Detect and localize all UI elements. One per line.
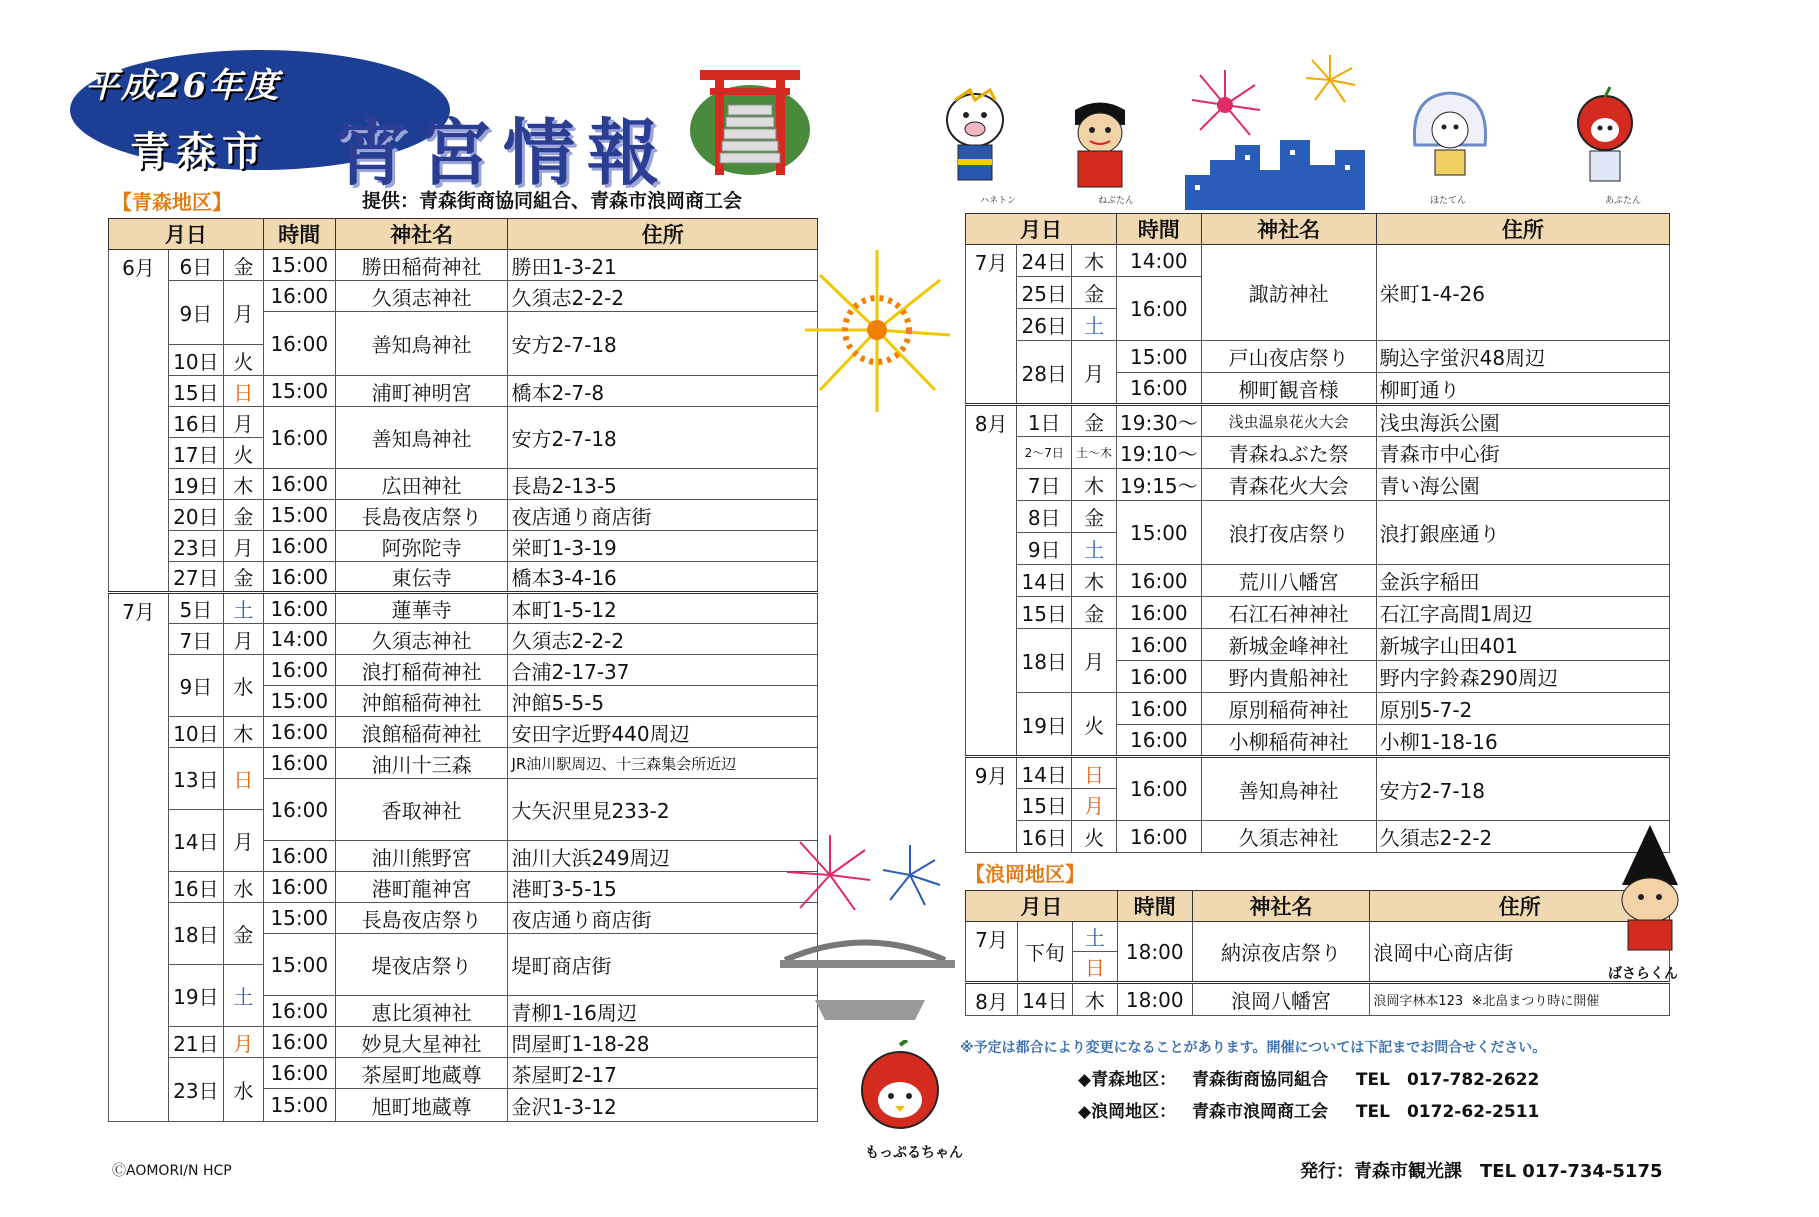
city-label: 青森市	[130, 128, 268, 175]
shrine: 浪打夜店祭り	[1201, 501, 1376, 565]
address: 石江字高間1周辺	[1376, 597, 1669, 629]
weekday: 木	[223, 469, 263, 500]
contact-aomori	[1078, 1065, 1539, 1090]
address: 久須志2-2-2	[508, 281, 818, 312]
weekday: 金	[1072, 277, 1117, 309]
table-row	[109, 748, 818, 779]
shrine: 久須志神社	[335, 624, 508, 655]
shrine: 浦町神明宮	[335, 376, 508, 407]
day: 19日	[168, 965, 223, 1027]
col-time: 時間	[263, 219, 335, 250]
time: 16:00	[263, 841, 335, 872]
weekday: 土～木	[1072, 437, 1117, 469]
col-shrine: 神社名	[335, 219, 508, 250]
aomori-table-left	[108, 218, 818, 1122]
day: 9日	[168, 281, 223, 345]
address: 栄町1-4-26	[1376, 245, 1669, 341]
shrine: 港町龍神宮	[335, 872, 508, 903]
table-row	[109, 376, 818, 407]
col-time: 時間	[1117, 891, 1192, 922]
shrine: 善知鳥神社	[335, 407, 508, 469]
shrine: 浪岡八幡宮	[1192, 983, 1370, 1016]
table-row	[109, 250, 818, 281]
shrine: 浅虫温泉花火大会	[1201, 405, 1376, 437]
address: 夜店通り商店街	[508, 903, 818, 934]
weekday: 木	[1072, 245, 1117, 277]
day: 9日	[1017, 533, 1072, 565]
time: 15:00	[263, 903, 335, 934]
shrine: 善知鳥神社	[1201, 757, 1376, 821]
time: 15:00	[263, 1089, 335, 1122]
time: 15:00	[263, 376, 335, 407]
contact-tel: TEL 017-782-2622	[1355, 1070, 1540, 1090]
address: 浪岡中心商店街	[1370, 922, 1670, 983]
time: 19:30～	[1117, 405, 1202, 437]
day: 8日	[1017, 501, 1072, 533]
time: 16:00	[1117, 757, 1202, 821]
day: 19日	[168, 469, 223, 500]
shrine: 久須志神社	[335, 281, 508, 312]
mofurucchan-mascot-icon	[855, 1040, 945, 1140]
weekday: 金	[1072, 501, 1117, 533]
table-row	[109, 281, 818, 312]
apputan-mascot-icon	[1560, 85, 1650, 195]
shrine: 香取神社	[335, 779, 508, 841]
shrine: 恵比須神社	[335, 996, 508, 1027]
table-row	[109, 469, 818, 500]
weekday: 月	[223, 1027, 263, 1058]
table-row	[966, 501, 1670, 533]
mofurucchan-label: もっぷるちゃん	[865, 1145, 963, 1161]
time: 16:00	[1117, 693, 1202, 725]
time: 16:00	[263, 717, 335, 748]
shrine: 茶屋町地蔵尊	[335, 1058, 508, 1089]
table-row	[966, 597, 1670, 629]
shrine: 沖館稲荷神社	[335, 686, 508, 717]
namioka-table	[965, 890, 1670, 1016]
weekday: 木	[1072, 983, 1117, 1016]
contact-org: 青森街商協同組合	[1192, 1070, 1328, 1090]
shrine: 青森ねぶた祭	[1201, 437, 1376, 469]
shrine: 堤夜店祭り	[335, 934, 508, 996]
address: 安方2-7-18	[508, 312, 818, 376]
day: 14日	[1017, 757, 1072, 789]
shrine: 荒川八幡宮	[1201, 565, 1376, 597]
day: 10日	[168, 717, 223, 748]
address: 堤町商店街	[508, 934, 818, 996]
city-fireworks-icon	[1180, 50, 1370, 210]
hanetomon-label: ハネトン	[980, 196, 1017, 206]
shrine: 原別稲荷神社	[1201, 693, 1376, 725]
time: 16:00	[263, 281, 335, 312]
address: 本町1-5-12	[508, 593, 818, 624]
time: 16:00	[263, 407, 335, 469]
address: 問屋町1-18-28	[508, 1027, 818, 1058]
address: 青い海公園	[1376, 469, 1669, 501]
weekday: 木	[1072, 469, 1117, 501]
address: 大矢沢里見233-2	[508, 779, 818, 841]
day: 15日	[1017, 597, 1072, 629]
apputan-label: あぷたん	[1605, 196, 1642, 206]
shrine: 浪館稲荷神社	[335, 717, 508, 748]
day: 15日	[168, 376, 223, 407]
address-note: ※北畠まつり時に開催	[1471, 994, 1600, 1009]
weekday: 水	[223, 872, 263, 903]
table-row	[109, 1058, 818, 1089]
table-row	[966, 437, 1670, 469]
address: 栄町1-3-19	[508, 531, 818, 562]
shrine: 蓮華寺	[335, 593, 508, 624]
month-label: 7月	[966, 922, 1018, 983]
address: 小柳1-18-16	[1376, 725, 1669, 757]
table-row	[966, 821, 1670, 853]
weekday: 火	[223, 438, 263, 469]
time: 15:00	[1117, 341, 1202, 373]
day: 1日	[1017, 405, 1072, 437]
year-label: 平成26年度	[85, 66, 281, 106]
basarakun-mascot-icon	[1610, 825, 1690, 965]
table-row	[109, 531, 818, 562]
table-row	[966, 629, 1670, 661]
address: 新城字山田401	[1376, 629, 1669, 661]
day: 15日	[1017, 789, 1072, 821]
address: 港町3-5-15	[508, 872, 818, 903]
shrine: 戸山夜店祭り	[1201, 341, 1376, 373]
day: 18日	[1017, 629, 1072, 693]
time: 16:00	[1117, 661, 1202, 693]
shrine: 小柳稲荷神社	[1201, 725, 1376, 757]
day: 下旬	[1017, 922, 1072, 983]
address: 青柳1-16周辺	[508, 996, 818, 1027]
address: 安方2-7-18	[1376, 757, 1669, 821]
time: 16:00	[263, 1058, 335, 1089]
weekday: 金	[1072, 597, 1117, 629]
shrine: 柳町観音様	[1201, 373, 1376, 405]
time: 16:00	[263, 779, 335, 841]
address: 浅虫海浜公園	[1376, 405, 1669, 437]
weekday: 月	[1072, 629, 1117, 693]
weekday: 月	[223, 407, 263, 438]
weekday: 金	[223, 500, 263, 531]
day: 6日	[168, 250, 223, 281]
nebutan-label: ねぶたん	[1098, 196, 1135, 206]
table-row	[109, 872, 818, 903]
table-row	[109, 500, 818, 531]
col-shrine: 神社名	[1192, 891, 1370, 922]
bridge-fireworks-icon	[775, 830, 960, 1030]
table-row	[966, 693, 1670, 725]
shrine: 石江石神神社	[1201, 597, 1376, 629]
copyright-text: ⒸAOMORI/N HCP	[112, 1163, 232, 1179]
section-label-namioka: 【浪岡地区】	[965, 862, 1085, 886]
day: 14日	[1017, 983, 1072, 1016]
col-address: 住所	[1370, 891, 1670, 922]
table-row	[966, 983, 1670, 1016]
time: 15:00	[263, 934, 335, 996]
weekday: 月	[223, 624, 263, 655]
table-row	[966, 469, 1670, 501]
weekday: 月	[223, 531, 263, 562]
day: 5日	[168, 593, 223, 624]
address: 野内字鈴森290周辺	[1376, 661, 1669, 693]
shrine: 東伝寺	[335, 562, 508, 593]
address: 合浦2-17-37	[508, 655, 818, 686]
shrine: 油川熊野宮	[335, 841, 508, 872]
day: 14日	[1017, 565, 1072, 597]
table-row	[109, 717, 818, 748]
shrine: 諏訪神社	[1201, 245, 1376, 341]
table-row	[109, 562, 818, 593]
weekday: 日	[1072, 952, 1117, 983]
shrine: 浪打稲荷神社	[335, 655, 508, 686]
time: 16:00	[263, 655, 335, 686]
weekday: 土	[223, 593, 263, 624]
address: 金沢1-3-12	[508, 1089, 818, 1122]
publisher-text: 発行：青森市観光課 TEL 017-734-5175	[1300, 1161, 1663, 1182]
address: 茶屋町2-17	[508, 1058, 818, 1089]
weekday: 金	[223, 903, 263, 965]
day: 16日	[168, 407, 223, 438]
hotetan-mascot-icon	[1405, 85, 1495, 195]
day: 7日	[168, 624, 223, 655]
day: 26日	[1017, 309, 1072, 341]
shrine: 勝田稲荷神社	[335, 250, 508, 281]
weekday: 土	[1072, 533, 1117, 565]
provider-text: 提供：青森街商協同組合、青森市浪岡商工会	[362, 190, 743, 212]
table-row	[966, 922, 1670, 952]
shrine: 新城金峰神社	[1201, 629, 1376, 661]
month-label: 6月	[109, 250, 169, 593]
address: 青森市中心街	[1376, 437, 1669, 469]
col-date: 月日	[966, 214, 1117, 245]
time: 18:00	[1117, 922, 1192, 983]
day: 19日	[1017, 693, 1072, 757]
time: 16:00	[263, 872, 335, 903]
table-row	[966, 405, 1670, 437]
weekday: 月	[1072, 789, 1117, 821]
basarakun-label: ばさらくん	[1608, 966, 1678, 982]
time: 18:00	[1117, 983, 1192, 1016]
shrine: 妙見大星神社	[335, 1027, 508, 1058]
notice-text: ※予定は都合により変更になることがあります。開催については下記までお問合せください。	[960, 1040, 1547, 1056]
day: 23日	[168, 531, 223, 562]
day: 16日	[1017, 821, 1072, 853]
month-label: 7月	[109, 593, 169, 1122]
address: 橋本2-7-8	[508, 376, 818, 407]
address: 夜店通り商店街	[508, 500, 818, 531]
table-row	[966, 245, 1670, 277]
time: 16:00	[1117, 565, 1202, 597]
time: 16:00	[263, 593, 335, 624]
weekday: 土	[223, 965, 263, 1027]
address: 安田字近野440周辺	[508, 717, 818, 748]
table-row	[966, 341, 1670, 373]
time: 16:00	[1117, 725, 1202, 757]
time: 16:00	[263, 312, 335, 376]
weekday: 月	[223, 810, 263, 872]
col-date: 月日	[109, 219, 264, 250]
address: 駒込字蛍沢48周辺	[1376, 341, 1669, 373]
shrine: 広田神社	[335, 469, 508, 500]
address: 安方2-7-18	[508, 407, 818, 469]
day: 16日	[168, 872, 223, 903]
day: 28日	[1017, 341, 1072, 405]
torii-illustration	[680, 60, 820, 180]
day: 14日	[168, 810, 223, 872]
month-label: 9月	[966, 757, 1017, 853]
day: 21日	[168, 1027, 223, 1058]
time: 15:00	[1117, 501, 1202, 565]
shrine: 善知鳥神社	[335, 312, 508, 376]
day: 17日	[168, 438, 223, 469]
weekday: 木	[223, 717, 263, 748]
contact-org: 青森市浪岡商工会	[1192, 1102, 1328, 1122]
weekday: 日	[223, 376, 263, 407]
day: 10日	[168, 345, 223, 376]
table-row	[109, 655, 818, 686]
weekday: 月	[223, 281, 263, 345]
weekday: 火	[223, 345, 263, 376]
time: 15:00	[263, 500, 335, 531]
address-text: 浪岡字林本123	[1373, 994, 1464, 1009]
month-label: 7月	[966, 245, 1017, 405]
day: 7日	[1017, 469, 1072, 501]
shrine: 長島夜店祭り	[335, 500, 508, 531]
col-address: 住所	[1376, 214, 1669, 245]
section-label-aomori: 【青森地区】	[112, 190, 232, 214]
contact-tel: TEL 0172-62-2511	[1355, 1102, 1540, 1122]
address	[1370, 983, 1670, 1016]
address: 橋本3-4-16	[508, 562, 818, 593]
contact-namioka	[1078, 1097, 1539, 1122]
shrine: 油川十三森	[335, 748, 508, 779]
shrine: 久須志神社	[1201, 821, 1376, 853]
weekday: 日	[1072, 757, 1117, 789]
shrine: 納涼夜店祭り	[1192, 922, 1370, 983]
col-time: 時間	[1117, 214, 1202, 245]
weekday: 土	[1072, 922, 1117, 952]
contact-area: ◆青森地区：	[1078, 1070, 1177, 1090]
address: 勝田1-3-21	[508, 250, 818, 281]
weekday: 水	[223, 1058, 263, 1122]
day: 24日	[1017, 245, 1072, 277]
address: 長島2-13-5	[508, 469, 818, 500]
day: 25日	[1017, 277, 1072, 309]
table-row	[966, 565, 1670, 597]
address: 沖館5-5-5	[508, 686, 818, 717]
time: 19:10～	[1117, 437, 1202, 469]
month-label: 8月	[966, 983, 1018, 1016]
page-title: 宵宮情報	[335, 110, 672, 195]
time: 16:00	[263, 469, 335, 500]
day: 23日	[168, 1058, 223, 1122]
shrine: 青森花火大会	[1201, 469, 1376, 501]
day: 2～7日	[1017, 437, 1072, 469]
address: 久須志2-2-2	[1376, 821, 1669, 853]
address: 浪打銀座通り	[1376, 501, 1669, 565]
table-row	[109, 1027, 818, 1058]
time: 16:00	[263, 748, 335, 779]
day: 13日	[168, 748, 223, 810]
nebutan-mascot-icon	[1060, 95, 1140, 195]
shrine: 野内貴船神社	[1201, 661, 1376, 693]
shrine: 阿弥陀寺	[335, 531, 508, 562]
weekday: 火	[1072, 821, 1117, 853]
table-row	[109, 593, 818, 624]
time: 16:00	[263, 1027, 335, 1058]
time: 16:00	[1117, 597, 1202, 629]
time: 14:00	[263, 624, 335, 655]
col-date: 月日	[966, 891, 1118, 922]
hotetan-label: ほたてん	[1430, 196, 1467, 206]
month-label: 8月	[966, 405, 1017, 757]
time: 16:00	[1117, 373, 1202, 405]
day: 18日	[168, 903, 223, 965]
address: 油川大浜249周辺	[508, 841, 818, 872]
table-row	[109, 407, 818, 438]
time: 16:00	[263, 996, 335, 1027]
shrine: 長島夜店祭り	[335, 903, 508, 934]
time: 15:00	[263, 686, 335, 717]
weekday: 火	[1072, 693, 1117, 757]
hanetomon-mascot-icon	[930, 85, 1020, 195]
weekday: 水	[223, 655, 263, 717]
time: 16:00	[263, 531, 335, 562]
weekday: 金	[1072, 405, 1117, 437]
day: 27日	[168, 562, 223, 593]
table-row	[109, 624, 818, 655]
table-row	[966, 757, 1670, 789]
address: 柳町通り	[1376, 373, 1669, 405]
weekday: 土	[1072, 309, 1117, 341]
table-row	[109, 903, 818, 934]
address: 久須志2-2-2	[508, 624, 818, 655]
time: 16:00	[1117, 277, 1202, 341]
contact-area: ◆浪岡地区：	[1078, 1102, 1177, 1122]
weekday: 木	[1072, 565, 1117, 597]
day: 20日	[168, 500, 223, 531]
time: 14:00	[1117, 245, 1202, 277]
shrine: 旭町地蔵尊	[335, 1089, 508, 1122]
weekday: 月	[1072, 341, 1117, 405]
address: 原別5-7-2	[1376, 693, 1669, 725]
time: 15:00	[263, 250, 335, 281]
day: 9日	[168, 655, 223, 717]
address: 金浜字稲田	[1376, 565, 1669, 597]
col-shrine: 神社名	[1201, 214, 1376, 245]
time: 16:00	[1117, 821, 1202, 853]
weekday: 日	[223, 748, 263, 810]
address: JR油川駅周辺、十三森集会所近辺	[508, 748, 818, 779]
time: 16:00	[263, 562, 335, 593]
time: 16:00	[1117, 629, 1202, 661]
aomori-table-right	[965, 213, 1670, 853]
fireworks-icon	[800, 240, 955, 420]
weekday: 金	[223, 562, 263, 593]
time: 19:15～	[1117, 469, 1202, 501]
col-address: 住所	[508, 219, 818, 250]
weekday: 金	[223, 250, 263, 281]
